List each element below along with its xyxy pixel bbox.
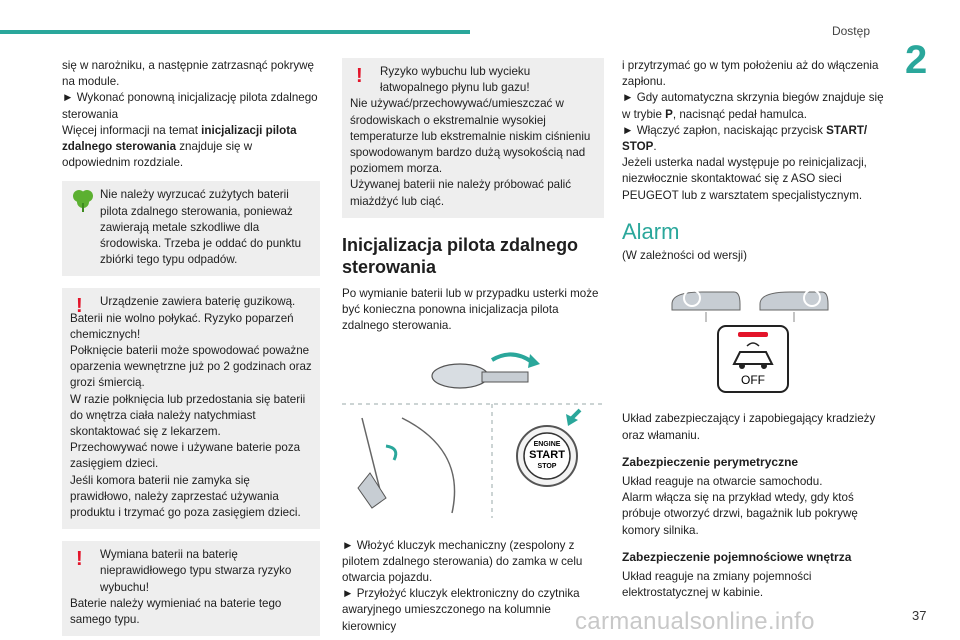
warning-text: Baterii nie wolno połykać. Ryzyko poparzeń chemicznych! bbox=[70, 311, 294, 341]
dashboard-icon bbox=[672, 290, 828, 322]
explosion-warning-box bbox=[342, 58, 604, 218]
warning-text: Używanej baterii nie należy próbować palić miażdżyć lub ciąć. bbox=[350, 178, 572, 208]
steering-column-icon bbox=[358, 418, 455, 513]
alarm-heading: Alarm bbox=[622, 218, 680, 244]
alarm-version-note: (W zależności od wersji) bbox=[622, 249, 747, 263]
environment-note-box bbox=[62, 181, 320, 276]
perimeter-text: Układ reaguje na otwarcie samochodu. bbox=[622, 475, 823, 489]
section-heading: Inicjalizacja pilota zdalnego sterowania bbox=[342, 234, 579, 277]
column-middle bbox=[342, 58, 604, 635]
warning-text: Jeśli komora baterii nie zamyka się prawidłowo, należy zaprzestać używania produktu i trzymać go poza zasięgiem dzieci. bbox=[70, 473, 301, 520]
alarm-illustration bbox=[622, 274, 884, 394]
alarm-off-button-icon bbox=[718, 326, 788, 392]
warning-icon: ! bbox=[356, 65, 363, 87]
start-label: START bbox=[529, 449, 565, 462]
auto-gearbox-step: ► Gdy automatyczna skrzynia biegów znajduje się w trybie P, nacisnąć pedał hamulca. bbox=[622, 91, 884, 121]
perimeter-heading: Zabezpieczenie perymetryczne bbox=[622, 454, 799, 469]
chapter-number: 2 bbox=[905, 38, 928, 82]
warning-text: Wymiana baterii na baterię nieprawidłowego typu stwarza ryzyko wybuchu! bbox=[100, 548, 292, 594]
warning-text: Przechowywać nowe i używane baterie poza zasięgiem dzieci. bbox=[70, 441, 301, 471]
off-label: OFF bbox=[741, 373, 765, 388]
page-number: 37 bbox=[912, 608, 927, 623]
warning-text: Urządzenie zawiera baterię guzikową. bbox=[100, 295, 296, 309]
warning-text: W razie połknięcia lub przedostania się baterii do wnętrza ciała należy natychmiast skontaktować się z lekarzem. bbox=[70, 392, 306, 439]
alarm-description: Układ zabezpieczający i zapobiegający kradzieży oraz włamaniu. bbox=[622, 412, 876, 442]
reinit-step: ► Wykonać ponowną inicjalizację pilota zdalnego sterowania bbox=[62, 91, 318, 121]
more-info-paragraph: Więcej informacji na temat inicjalizacji pilota zdalnego sterowania znajduje się w odpowiednim rozdziale. bbox=[62, 123, 297, 170]
battery-type-warning-box bbox=[62, 541, 320, 636]
battery-warning-box bbox=[62, 288, 320, 529]
warning-text: Nie używać/przechowywać/umieszczać w środowiskach o ekstremalnie wysokiej temperaturze lub ekstremalnie niskim ciśnieniu spowodowanym bardzo dużą wysokością nad poziomem morza. bbox=[350, 97, 591, 176]
leaf-icon bbox=[70, 187, 96, 213]
environment-note-text: Nie należy wyrzucać zużytych baterii pilota zdalnego sterowania, ponieważ zawierają metale szkodliwe dla środowiska. Trzeba je oddać do punktu zbiórki tego typu odpadów. bbox=[100, 188, 302, 267]
init-paragraph: Po wymianie baterii lub w przypadku usterki może być konieczna ponowna inicjalizacja pilota zdalnego sterowania. bbox=[342, 286, 599, 333]
volumetric-text: Układ reaguje na zmiany pojemności elektrostatycznej w kabinie. bbox=[622, 570, 812, 600]
perimeter-text: Alarm włącza się na przykład wtedy, gdy ktoś próbuje otworzyć drzwi, bagażnik lub pokrywę komory silnika. bbox=[622, 491, 858, 537]
engine-start-stop-button-icon bbox=[517, 410, 580, 486]
watermark: carmanualsonline.info bbox=[575, 608, 815, 635]
engine-label: ENGINE bbox=[533, 441, 561, 449]
warning-icon: ! bbox=[76, 295, 83, 318]
warning-icon: ! bbox=[76, 548, 83, 571]
ignition-step: ► Włączyć zapłon, naciskając przycisk START/ STOP. bbox=[622, 123, 868, 154]
section-name: Dostęp bbox=[831, 24, 870, 38]
step-mechanical-key: ► Włożyć kluczyk mechaniczny (zespolony z pilotem zdalnego sterowania) do zamka w celu otwarcia pojazdu. bbox=[342, 538, 583, 585]
column-right bbox=[622, 58, 884, 601]
step-electronic-key: ► Przyłożyć kluczyk elektroniczny do czytnika awaryjnego umieszczonego na kolumnie kierownicy bbox=[342, 587, 580, 633]
key-init-illustration bbox=[342, 348, 604, 518]
continuation-paragraph: i przytrzymać go w tym położeniu aż do włączenia zapłonu. bbox=[622, 59, 879, 89]
warning-text: Połknięcie baterii może spowodować poważne oparzenia wewnętrzne już po 2 godzinach oraz grozi śmiercią. bbox=[70, 344, 312, 390]
fault-paragraph: Jeżeli usterka nadal występuje po reinicjalizacji, niezwłocznie skontaktować się z ASO sieci PEUGEOT lub z warsztatem specjalistycznym. bbox=[622, 156, 867, 202]
volumetric-heading: Zabezpieczenie pojemnościowe wnętrza bbox=[622, 549, 852, 564]
intro-paragraph: się w narożniku, a następnie zatrzasnąć pokrywę na module. bbox=[62, 59, 314, 89]
stop-label: STOP bbox=[537, 463, 557, 471]
warning-text: Baterie należy wymieniać na baterie tego samego typu. bbox=[70, 596, 282, 627]
column-left bbox=[62, 58, 320, 636]
warning-text: Ryzyko wybuchu lub wycieku łatwopalnego płynu lub gazu! bbox=[380, 65, 531, 95]
key-icon bbox=[432, 354, 540, 388]
header-accent-bar bbox=[0, 30, 470, 34]
